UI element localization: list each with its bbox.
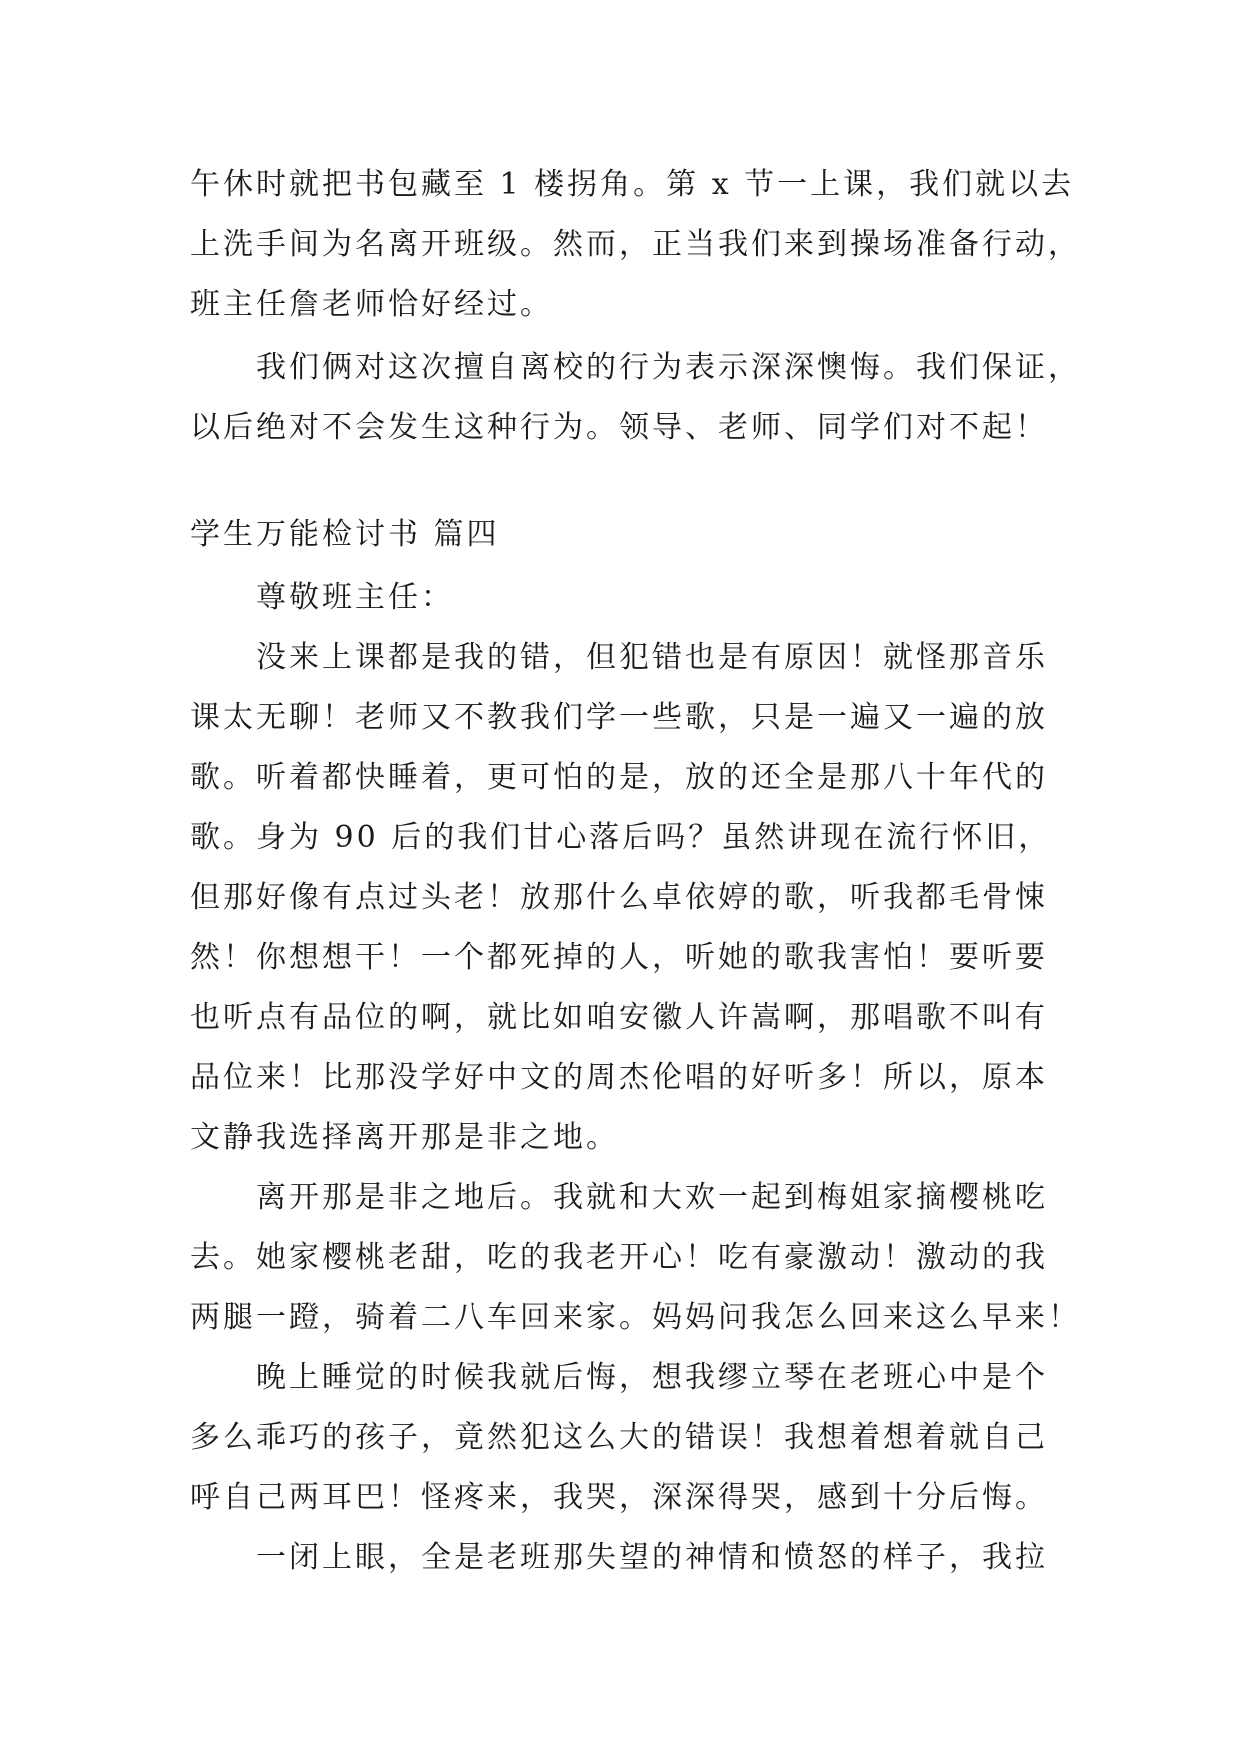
text-line: 晚上睡觉的时候我就后悔，想我缪立琴在老班心中是个 bbox=[190, 1360, 1048, 1395]
text-line: 两腿一蹬，骑着二八车回来家。妈妈问我怎么回来这么早来！ bbox=[190, 1300, 1081, 1335]
section-heading: 学生万能检讨书 篇四 bbox=[190, 517, 500, 552]
letter-body bbox=[190, 568, 1081, 1588]
text-line: 文静我选择离开那是非之地。 bbox=[190, 1120, 619, 1155]
text-line: 午休时就把书包藏至 1 楼拐角。第 x 节一上课，我们就以去 bbox=[190, 167, 1075, 202]
text-line: 去。她家樱桃老甜，吃的我老开心！吃有豪激动！激动的我 bbox=[190, 1240, 1048, 1275]
letter-salutation: 尊敬班主任： bbox=[190, 580, 454, 615]
text-line: 我们俩对这次擅自离校的行为表示深深懊悔。我们保证， bbox=[190, 350, 1081, 385]
text-line: 但那好像有点过头老！放那什么卓依婷的歌，听我都毛骨悚 bbox=[190, 880, 1048, 915]
text-line: 也听点有品位的啊，就比如咱安徽人许嵩啊，那唱歌不叫有 bbox=[190, 1000, 1048, 1035]
text-line: 歌。身为 90 后的我们甘心落后吗？虽然讲现在流行怀旧， bbox=[190, 820, 1052, 855]
text-line: 品位来！比那没学好中文的周杰伦唱的好听多！所以，原本 bbox=[190, 1060, 1048, 1095]
text-line: 上洗手间为名离开班级。然而，正当我们来到操场准备行动， bbox=[190, 227, 1081, 262]
text-line: 然！你想想干！一个都死掉的人，听她的歌我害怕！要听要 bbox=[190, 940, 1048, 975]
text-line: 离开那是非之地后。我就和大欢一起到梅姐家摘樱桃吃 bbox=[190, 1180, 1048, 1215]
text-line: 班主任詹老师恰好经过。 bbox=[190, 287, 553, 322]
text-line: 以后绝对不会发生这种行为。领导、老师、同学们对不起！ bbox=[190, 410, 1048, 445]
paragraph-incident bbox=[190, 155, 1081, 335]
text-line: 歌。听着都快睡着，更可怕的是，放的还全是那八十年代的 bbox=[190, 760, 1048, 795]
text-line: 多么乖巧的孩子，竟然犯这么大的错误！我想着想着就自己 bbox=[190, 1420, 1048, 1455]
text-line: 课太无聊！老师又不教我们学一些歌，只是一遍又一遍的放 bbox=[190, 700, 1048, 735]
text-line: 一闭上眼，全是老班那失望的神情和愤怒的样子，我拉 bbox=[190, 1540, 1048, 1575]
paragraph-apology bbox=[190, 338, 1081, 458]
text-line: 没来上课都是我的错，但犯错也是有原因！就怪那音乐 bbox=[190, 640, 1048, 675]
text-line: 呼自己两耳巴！怪疼来，我哭，深深得哭，感到十分后悔。 bbox=[190, 1480, 1048, 1515]
